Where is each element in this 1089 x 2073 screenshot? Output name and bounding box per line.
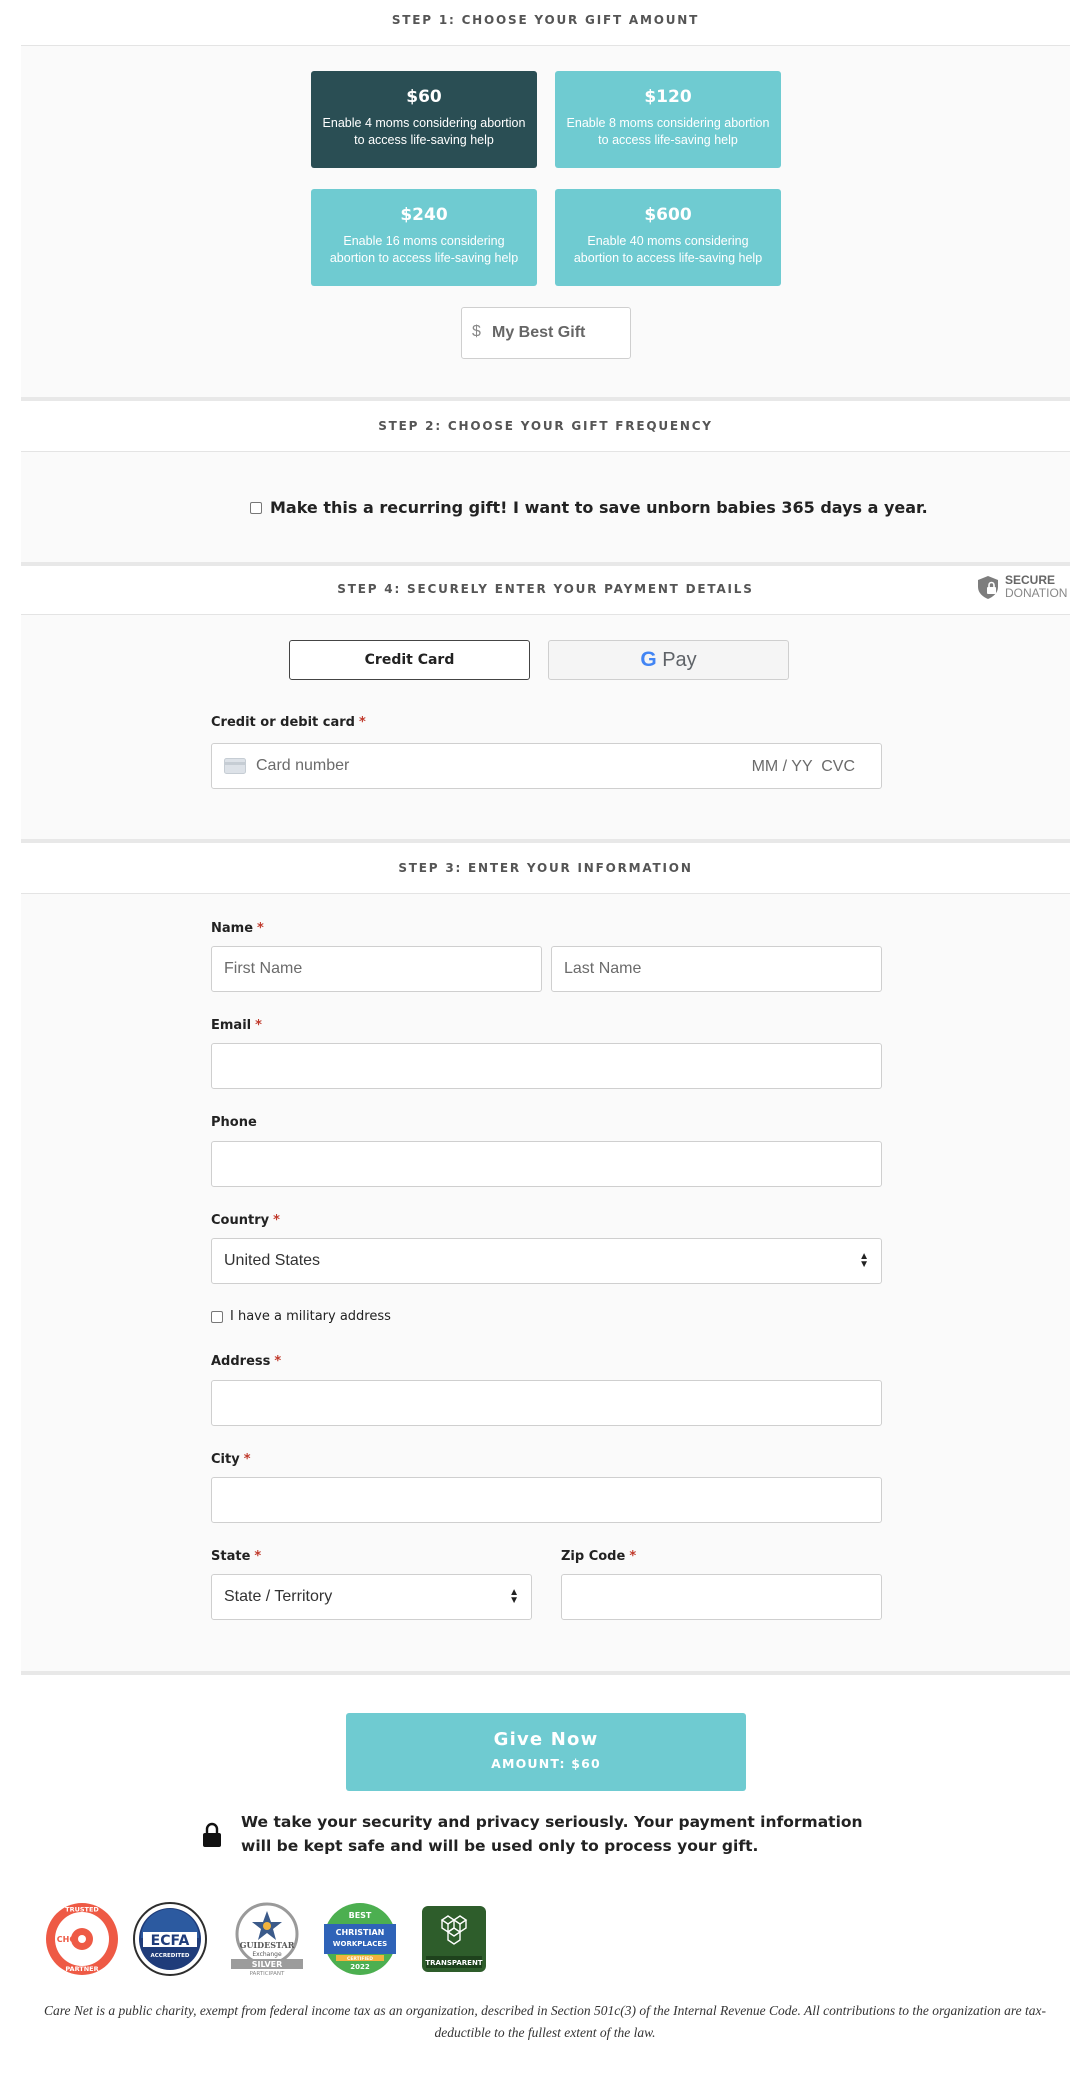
amount-value: $240: [400, 205, 448, 225]
chc-bottom-text: PARTNER: [65, 1965, 99, 1973]
select-arrows-icon: ▲ ▼: [859, 1251, 869, 1270]
required-mark: *: [274, 1354, 282, 1369]
required-mark: *: [358, 715, 366, 730]
military-checkbox[interactable]: [211, 1311, 223, 1323]
bcw-mid1-text: CHRISTIAN: [335, 1928, 385, 1937]
lock-icon: [202, 1822, 222, 1848]
email-field[interactable]: [211, 1043, 882, 1089]
phone-label: [211, 1115, 257, 1130]
city-label: [211, 1452, 251, 1467]
country-value: United States: [224, 1252, 321, 1269]
address-field[interactable]: [211, 1380, 882, 1426]
card-label-text: Credit or debit card: [211, 715, 355, 730]
zip-field[interactable]: [561, 1574, 882, 1620]
tab-google-pay[interactable]: [548, 640, 789, 680]
google-g-icon: G: [640, 648, 657, 671]
state-select[interactable]: [211, 1574, 532, 1620]
step4-header: STEP 4: SECURELY ENTER YOUR PAYMENT DETAILS: [21, 582, 1070, 596]
card-expiry-cvc: MM / YY CVC: [751, 758, 855, 775]
chc-top-text: TRUSTED: [65, 1905, 99, 1914]
recurring-label: Make this a recurring gift! I want to save unborn babies 365 days a year.: [270, 498, 928, 517]
amount-description: Enable 8 moms considering abortion to access life-saving help: [566, 116, 770, 147]
recurring-option[interactable]: [250, 498, 928, 517]
custom-gift-field[interactable]: [461, 307, 631, 359]
zip-label-text: Zip Code: [561, 1549, 626, 1564]
address-input[interactable]: [212, 1381, 881, 1425]
step3-header: STEP 3: ENTER YOUR INFORMATION: [21, 861, 1070, 875]
state-label: [211, 1549, 261, 1564]
required-mark: *: [255, 1018, 262, 1033]
required-mark: *: [629, 1549, 637, 1564]
bcw-top-text: BEST: [348, 1911, 372, 1920]
bcw-year-text: 2022: [350, 1963, 370, 1971]
country-select[interactable]: [211, 1238, 882, 1284]
phone-input[interactable]: [212, 1142, 881, 1186]
section-divider: [21, 562, 1070, 566]
card-field[interactable]: [211, 743, 882, 789]
tab-credit-card[interactable]: Credit Card: [289, 640, 530, 680]
gpay-label: Pay: [662, 649, 697, 671]
guidestar-silver-logo: [225, 1902, 309, 1976]
state-value: State / Territory: [224, 1588, 333, 1605]
amount-description: Enable 4 moms considering abortion to access life-saving help: [322, 116, 526, 147]
select-arrows-icon: ▲ ▼: [509, 1587, 519, 1606]
required-mark: *: [243, 1452, 251, 1467]
best-christian-workplaces-logo: [320, 1902, 400, 1976]
phone-field[interactable]: [211, 1141, 882, 1187]
military-label: I have a military address: [230, 1309, 391, 1324]
chc-trusted-partner-logo: [45, 1902, 119, 1976]
amount-option-600[interactable]: [555, 189, 781, 286]
section-divider: [21, 397, 1070, 401]
amount-description: Enable 40 moms considering abortion to access life-saving help: [573, 234, 763, 265]
security-statement: We take your security and privacy seriously. Your payment information will be kept safe and will be used only to process your gift.: [241, 1813, 863, 1855]
email-input[interactable]: [212, 1044, 881, 1088]
transparent-seal-logo: [422, 1906, 486, 1972]
guidestar-level-text: SILVER: [251, 1960, 283, 1969]
amount-option-240[interactable]: [311, 189, 537, 286]
step1-header: STEP 1: CHOOSE YOUR GIFT AMOUNT: [21, 13, 1070, 27]
name-label: [211, 921, 264, 936]
last-name-field[interactable]: [551, 946, 882, 992]
guidestar-bottom-text: PARTICIPANT: [249, 1971, 285, 1976]
military-address-option[interactable]: [211, 1309, 391, 1324]
recurring-checkbox[interactable]: [250, 502, 262, 514]
shield-lock-icon: [975, 574, 1001, 600]
ecfa-name-text: ECFA: [150, 1933, 190, 1949]
email-label-text: Email: [211, 1018, 252, 1033]
section-divider: [21, 1671, 1070, 1675]
city-label-text: City: [211, 1452, 240, 1467]
amount-value: $60: [406, 87, 442, 107]
donation-label: DONATION: [1005, 586, 1068, 600]
country-label: [211, 1213, 280, 1228]
ecfa-sub-text: ACCREDITED: [150, 1953, 190, 1959]
amount-option-60[interactable]: [311, 71, 537, 168]
card-number-input[interactable]: [212, 744, 732, 788]
last-name-input[interactable]: [552, 947, 881, 991]
address-label: [211, 1354, 281, 1369]
bcw-sub-text: CERTIFIED: [347, 1957, 373, 1962]
credit-card-icon: [224, 758, 246, 774]
transparent-text: TRANSPARENT: [425, 1959, 483, 1967]
amount-description: Enable 16 moms considering abortion to access life-saving help: [329, 234, 519, 265]
country-label-text: Country: [211, 1213, 270, 1228]
required-mark: *: [254, 1549, 262, 1564]
city-input[interactable]: [212, 1478, 881, 1522]
amount-value: $600: [644, 205, 692, 225]
ecfa-accredited-logo: [133, 1902, 207, 1976]
secure-donation-badge: [975, 574, 1067, 600]
tax-disclaimer: Care Net is a public charity, exempt from federal income tax as an organization, described in Section 501c(3) of the Internal Revenue Code. All contributions to the organization are tax-deductible to the fullest extent of the law.: [43, 2003, 1047, 2040]
card-label: [211, 715, 366, 730]
first-name-input[interactable]: [212, 947, 541, 991]
give-now-button[interactable]: [346, 1713, 746, 1791]
name-label-text: Name: [211, 921, 254, 936]
guidestar-sub-text: Exchange: [252, 1951, 282, 1958]
amount-value: $120: [644, 87, 692, 107]
custom-gift-input[interactable]: [492, 308, 628, 358]
phone-label-text: Phone: [211, 1115, 257, 1130]
zip-input[interactable]: [562, 1575, 881, 1619]
section-divider: [21, 839, 1070, 843]
address-label-text: Address: [211, 1354, 271, 1369]
city-field[interactable]: [211, 1477, 882, 1523]
email-label: [211, 1018, 262, 1033]
secure-label: SECURE: [1005, 573, 1056, 587]
state-label-text: State: [211, 1549, 251, 1564]
zip-label: [561, 1549, 636, 1564]
required-mark: *: [273, 1213, 280, 1228]
guidestar-name-text: GUIDESTAR: [239, 1940, 295, 1950]
step2-header: STEP 2: CHOOSE YOUR GIFT FREQUENCY: [21, 419, 1070, 433]
chc-mid-text: CHC: [56, 1935, 76, 1944]
step4-panel: [21, 614, 1070, 839]
required-mark: *: [257, 921, 264, 936]
give-now-label: Give Now: [493, 1729, 599, 1750]
amount-option-120[interactable]: [555, 71, 781, 168]
give-now-amount: AMOUNT: $60: [491, 1756, 601, 1771]
first-name-field[interactable]: [211, 946, 542, 992]
currency-symbol: $: [472, 323, 481, 340]
bcw-mid2-text: WORKPLACES: [332, 1940, 388, 1948]
